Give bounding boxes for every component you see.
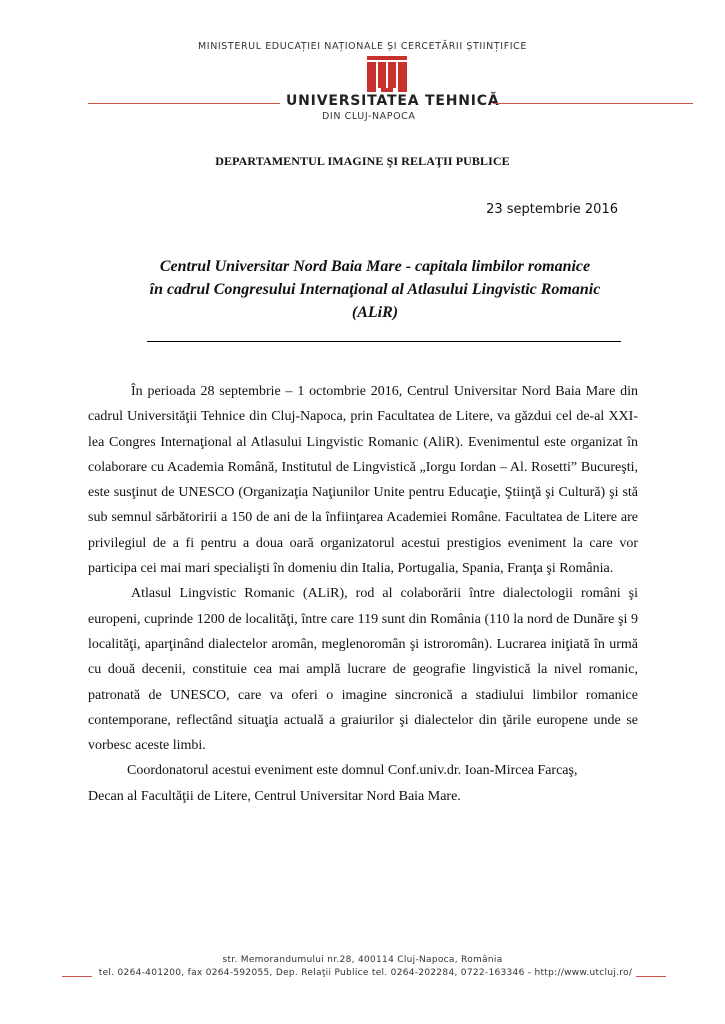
department-heading: DEPARTAMENTUL IMAGINE ŞI RELAŢII PUBLICE — [215, 154, 510, 168]
footer-address: str. Memorandumului nr.28, 400114 Cluj-Napoca, România — [222, 955, 503, 965]
document-body — [88, 379, 638, 809]
header-rule-left — [88, 103, 280, 104]
title-line-2: în cadrul Congresului Internaţional al Atlasului Lingvistic Romanic — [149, 281, 601, 298]
footer-rule-right — [636, 976, 666, 977]
title-underline — [147, 341, 621, 342]
footer-contacts: tel. 0264-401200, fax 0264-592055, Dep. Relaţii Publice tel. 0264-202284, 0722-163346 - http://www.utcluj.ro/ — [98, 968, 633, 978]
university-city: DIN CLUJ-NAPOCA — [322, 111, 416, 122]
ministry-name: MINISTERUL EDUCAȚIEI NAȚIONALE ȘI CERCETĂRII ȘTIINȚIFICE — [198, 41, 527, 52]
title-line-3: (ALiR) — [351, 304, 399, 321]
paragraph-1: În perioada 28 septembrie – 1 octombrie 2016, Centrul Universitar Nord Baia Mare din cadrul Universităţii Tehnice din Cluj-Napoca, prin Facultatea de Litere, va găzdui cel de-al XXI-lea Congres Internaţional al Atlasului Lingvistic Romanic (AliR). Evenimentul este organizat în colaborare cu Academia Română, Institutul de Lingvistică „Iorgu Iordan – Al. Rosetti” Bucureşti, este susţinut de UNESCO (Organizaţia Naţiunilor Unite pentru Educaţie, Ştiinţă şi Cultură) şi stă sub semnul sărbătoririi a 150 de ani de la înfiinţarea Academiei Române. Facultatea de Litere are privilegiul de a fi pentru a doua oară organizatorul acestui prestigios eveniment la care vor participa cei mai mari specialişti în domeniu din Italia, Portugalia, Spania, Franţa şi România. — [88, 384, 638, 577]
header-rule-right — [493, 103, 693, 104]
paragraph-3 — [88, 758, 638, 809]
paragraph-2: Atlasul Lingvistic Romanic (ALiR), rod al colaborării între dialectologii români şi europeni, cuprinde 1200 de localităţi, între care 119 sunt din România (110 la nord de Dunăre şi 9 localităţi, aparţinând dialectelor aromân, meglenoromân şi istroromân). Lucrarea iniţiată în urmă cu două decenii, constituie cea mai amplă lucrare de geografie lingvistică la nivel romanic, patronată de UNESCO, care va oferi o imagine sincronică a stadiului limbilor romanice contemporane, reflectând situaţia actuală a graiurilor şi dialectelor din ţările europene unde se vorbesc aceste limbi. — [88, 586, 638, 754]
university-name: UNIVERSITATEA TEHNICĂ — [286, 93, 500, 109]
document-date: 23 septembrie 2016 — [486, 202, 618, 217]
document-title — [100, 255, 650, 324]
title-line-1: Centrul Universitar Nord Baia Mare - capitala limbilor romanice — [159, 258, 591, 275]
paragraph-3-line-1: Coordonatorul acestui eveniment este domnul Conf.univ.dr. Ioan-Mircea Farcaş, — [127, 763, 578, 779]
university-logo — [363, 56, 411, 92]
paragraph-3-line-2: Decan al Facultăţii de Litere, Centrul Universitar Nord Baia Mare. — [88, 788, 461, 804]
